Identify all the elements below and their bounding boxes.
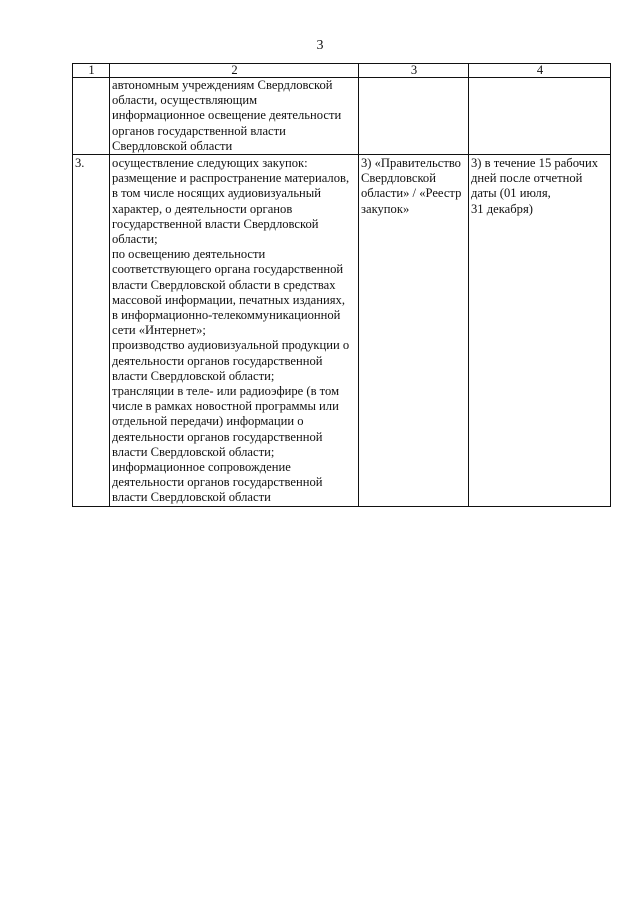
- column-number-1: 1: [73, 64, 110, 78]
- document-table: [72, 63, 611, 507]
- source-cell: [359, 78, 469, 155]
- column-number-3: 3: [359, 64, 469, 78]
- table-row: [73, 155, 611, 507]
- deadline-cell: 3) в течение 15 рабочих дней после отчетной даты (01 июля, 31 декабря): [469, 155, 611, 507]
- column-number-4: 4: [469, 64, 611, 78]
- source-cell: 3) «Правительство Свердловской области» / «Реестр закупок»: [359, 155, 469, 507]
- row-number-cell: [73, 78, 110, 155]
- row-number-cell: 3.: [73, 155, 110, 507]
- description-cell: осуществление следующих закупок: размещение и распространение материалов, в том числе носящих аудиовизуальный характер, о деятельности органов государственной власти Свердловской области; по освещению деятельности соответствующего органа государственной власти Свердловской области в средствах массовой информации, печатных изданиях, в информационно-телекоммуникационной сети «Интернет»; производство аудиовизуальной продукции о деятельности органов государственной власти Свердловской области; трансляции в теле- или радиоэфире (в том числе в рамках новостной программы или отдельной передачи) информации о деятельности органов государственной власти Свердловской области; информационное сопровождение деятельности органов государственной власти Свердловской области: [110, 155, 359, 507]
- table-header-row: [73, 64, 611, 78]
- column-number-2: 2: [110, 64, 359, 78]
- table-row: [73, 78, 611, 155]
- page-number: 3: [316, 38, 324, 53]
- description-cell: автономным учреждениям Свердловской области, осуществляющим информационное освещение деятельности органов государственной власти Свердловской области: [110, 78, 359, 155]
- deadline-cell: [469, 78, 611, 155]
